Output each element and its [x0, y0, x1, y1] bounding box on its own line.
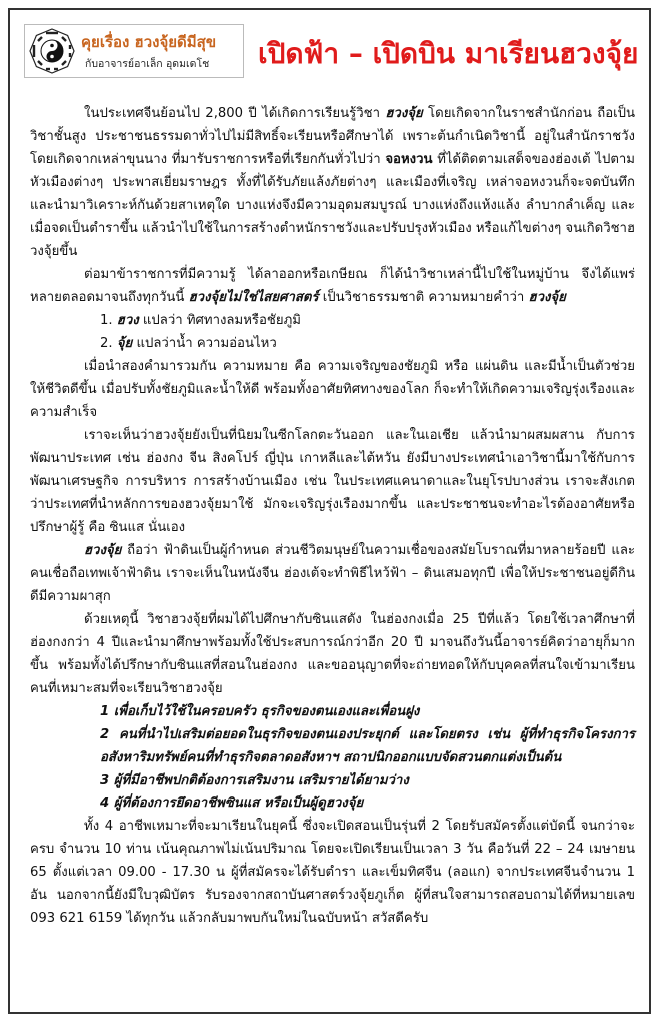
audience-item: 1 เพื่อเก็บไว้ใช้ในครอบครัว ธุรกิจของตนเองและเพื่อนฝูง	[100, 704, 420, 719]
paragraph-intro	[30, 102, 635, 263]
bagua-yin-yang-icon	[29, 28, 75, 74]
audience-item: 3 ผู้ที่มีอาชีพปกติต้องการเสริมงาน เสริมรายได้ยามว่าง	[100, 773, 409, 788]
paragraph-study: ด้วยเหตุนี้ วิชาฮวงจุ้ยที่ผมได้ไปศึกษากับซินแสดัง ในฮ่องกงเมื่อ 25 ปีที่แล้ว โดยใช้เวลาศึกษาที่ฮ่องกงกว่า 4 ปีและนำมาศึกษาพร้อมทั้งใช้ประสบการณ์กว่าอีก 20 ปี มาจนถึงวันนี้อาจารย์คิดว่าอายุก็มากขึ้น พร้อมทั้งได้ปรึกษากับซินแสที่สอนในฮ่องกง และขออนุญาตที่จะถ่ายทอดให้กับบุคคลที่สนใจเข้ามาเรียน คนที่เหมาะสมที่จะเรียนวิชาฮวงจุ้ย	[30, 612, 635, 696]
definition-item	[30, 332, 635, 355]
logo	[24, 24, 244, 78]
text-segment: ในประเทศจีนย้อนไป 2,800 ปี ได้เกิดการเรียนรู้วิชา	[84, 106, 386, 121]
text-segment: โดยเกิดจากในราชสำนักก่อน ถือเป็นวิชาชั้นสูง ประชาชนธรรมดาทั่วไปไม่มีสิทธิ์จะเรียนหรือศึกษาได้ เพราะต้นกำเนิดวิชานี้ อยู่ในสำนักราชวัง โดยเกิดจากเหล่าขุนนาง ที่มารับราชการหรือที่เรียกกันทั่วไปว่า	[30, 106, 636, 167]
emphasis-term: จุ้ย	[116, 336, 133, 351]
logo-subtitle: กับอาจารย์อาเล็ก อุดมเดโช	[85, 58, 210, 70]
emphasis-not-superstition: ฮวงจุ้ยไม่ใช่ไสยศาสตร์	[188, 290, 319, 305]
definition-item	[30, 309, 635, 332]
emphasis-term: ฮวง	[116, 313, 139, 328]
page-frame	[8, 8, 651, 1014]
paragraph-heaven-earth	[30, 539, 635, 608]
text-segment: ถือว่า ฟ้าดินเป็นผู้กำหนด ส่วนชีวิตมนุษย์ในความเชื่อของสมัยโบราณที่มาหลายร้อยปี และคนเชื่อถือเทพเจ้าฟ้าดิน เราจะเห็นในหนังจีน ฮ่องเต้จะทำพิธีไหว้ฟ้า – ดินเสมอทุกปี เพื่อให้ประชาชนอยู่ดีกินดีมีความผาสุก	[30, 543, 635, 604]
text-segment: แปลว่า ทิศทางลมหรือชัยภูมิ	[138, 313, 301, 328]
paragraph-course-details: ทั้ง 4 อาชีพเหมาะที่จะมาเรียนในยุคนี้ ซึ่งจะเปิดสอนเป็นรุ่นที่ 2 โดยรับสมัครตั้งแต่บัดนี้ จนกว่าจะครบ จำนวน 10 ท่าน เน้นคุณภาพไม่เน้นปริมาณ โดยจะเปิดเรียนเป็นเวลา 3 วัน คือวันที่ 22 – 24 เมษายน 65 ตั้งแต่เวลา 09.00 - 17.30 น ผู้ที่สมัครจะได้รับตำรา และเข็มทิศจีน (ลอแก) จากประเทศจีนจำนวน 1 อัน นอกจากนี้ยังมีใบวุฒิบัตร รับรองจากสถาบันศาสตร์วงจุ้ยภูเก็ต ผู้ที่สนใจสามารถสอบถามได้ที่หมายเลข 093 621 6159 ได้ทุกวัน แล้วกลับมาพบกันใหม่ในฉบับหน้า สวัสดีครับ	[30, 819, 635, 926]
audience-item: 2 คนที่นำไปเสริมต่อยอดในธุรกิจของตนเองประยุกต์ และโดยตรง เช่น ผู้ที่ทำธุรกิจโครงการอสังหาริมทรัพย์คนที่ทำธุรกิจตลาดอสังหาฯ สถาปนิกออกแบบจัดสวนตกแต่งเป็นต้น	[100, 727, 635, 765]
logo-title: คุยเรื่อง ฮวงจุ้ยดีมีสุข	[81, 33, 217, 51]
text-segment: ที่ได้ติดตามเสด็จของฮ่องเต้ ไปตามหัวเมืองต่างๆ ประพาสเยี่ยมราษฎร ทั้งที่ได้รับภัยแล้งภัยต่างๆ และเมืองที่เจริญ เหล่าจอหงวนก็จะจดบันทึกและนำมาวิเคราะห์กันด้วยสาเหตุใด บางแห่งจึงมีความอุดมสมบูรณ์ บางแห่งถึงแห้งแล้ง ลำบากลำเค็ญ และเมื่อจดเป็นตำราขึ้น แล้วนำไปใช้ในการสร้างตำหนักราชวังและปรับปรุงหัวเมือง หรือแก้ไขต่างๆ จนเกิดวิชาฮวงจุ้ยขึ้น	[30, 152, 635, 259]
text-segment: เป็นวิชาธรรมชาติ ความหมายคำว่า	[318, 290, 529, 305]
list-number: 2.	[100, 336, 117, 351]
emphasis-fengshui: ฮวงจุ้ย	[84, 543, 122, 558]
emphasis-jorhongwon: จอหงวน	[385, 152, 433, 167]
article-body	[30, 102, 635, 930]
paragraph-popularity: เราจะเห็นว่าฮวงจุ้ยยังเป็นที่นิยมในซีกโลกตะวันออก และในเอเชีย แล้วนำมาผสมผสาน กับการพัฒนาประเทศ เช่น ฮ่องกง จีน สิงคโปร์ ญี่ปุ่น เกาหลีและไต้หวัน ยังมีบางประเทศนำเอาวิชานี้มาใช้กับการพัฒนาเศรษฐกิจ การบริหาร การสร้างบ้านเมือง เช่น ในประเทศแคนาดาและในยุโรปบางส่วน เราจะสังเกตว่าประเทศที่นำหลักการของฮวงจุ้ยมาใช้ มักจะเจริญรุ่งเรืองมากขึ้น และประชาชนจะทำอะไรต้องอาศัยหรือปรึกษาผู้รู้ คือ ซินแส นั่นเอง	[30, 428, 635, 535]
header	[10, 10, 653, 84]
list-number: 1.	[100, 313, 117, 328]
emphasis-fengshui: ฮวงจุ้ย	[385, 106, 423, 121]
paragraph-meaning: เมื่อนำสองคำมารวมกัน ความหมาย คือ ความเจริญของชัยภูมิ หรือ แผ่นดิน และมีน้ำเป็นตัวช่วยให้ชีวิตดีขึ้น เมื่อปรับทั้งชัยภูมิและน้ำให้ดี พร้อมทั้งอาศัยทิศทางของโลก ก็จะทำให้เกิดความเจริญรุ่งเรืองและความสำเร็จ	[30, 359, 635, 420]
article-title: เปิดฟ้า – เปิดบิน มาเรียนฮวงจุ้ย	[258, 37, 639, 70]
paragraph-spread	[30, 263, 635, 309]
text-segment: แปลว่าน้ำ ความอ่อนไหว	[132, 336, 277, 351]
audience-item: 4 ผู้ที่ต้องการยึดอาชีพซินแส หรือเป็นผู้ดูฮวงจุ้ย	[100, 796, 364, 811]
emphasis-fengshui: ฮวงจุ้ย	[528, 290, 566, 305]
text-segment: ต่อมาข้าราชการที่มีความรู้ ได้ลาออกหรือเกษียณ ก็ได้นำวิชาเหล่านี้ไปใช้ในหมู่บ้าน จึงได้แพร่หลายตลอดมาจนถึงทุกวันนี้	[30, 267, 635, 305]
